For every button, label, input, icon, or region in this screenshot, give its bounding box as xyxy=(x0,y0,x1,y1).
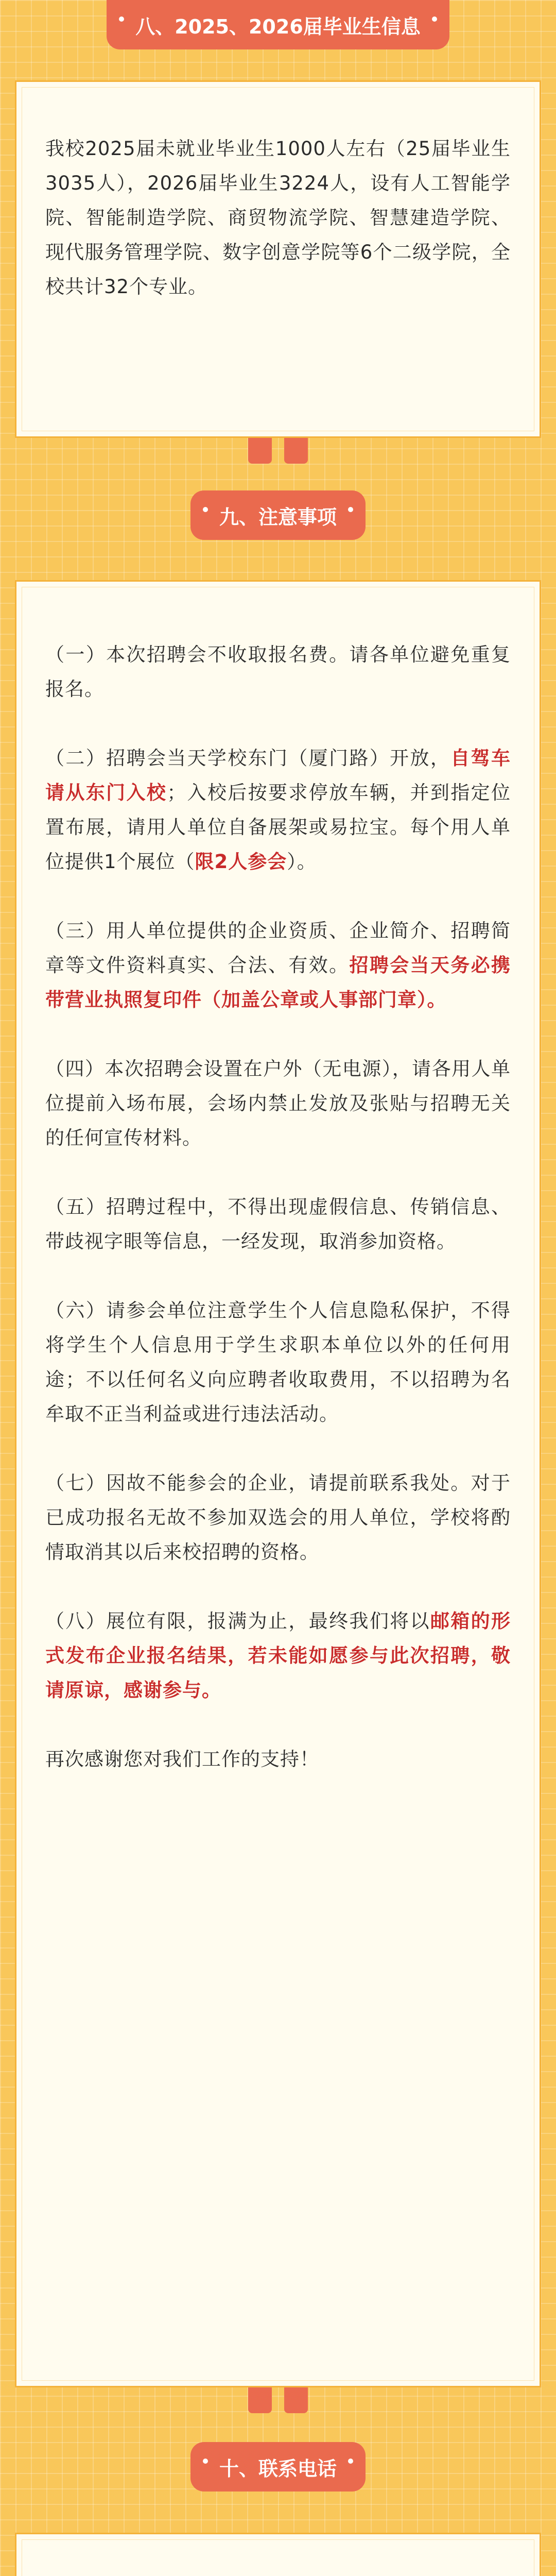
connector-tabs xyxy=(0,438,556,464)
notice-item-3: （三）用人单位提供的企业资质、企业简介、招聘简章等文件资料真实、合法、有效。招聘会当天务必携带营业执照复印件（加盖公章或人事部门章）。 xyxy=(45,920,511,1011)
notice-item-2: （二）招聘会当天学校东门（厦门路）开放，自驾车请从东门入校；入校后按要求停放车辆，并到指定位置布展，请用人单位自备展架或易拉宝。每个用人单位提供1个展位（限2人参会）。 xyxy=(45,747,511,873)
section10-title: 十、联系电话 xyxy=(190,2442,366,2492)
section8-card xyxy=(15,80,541,438)
notice-item-7: （七）因故不能参会的企业，请提前联系我处。对于已成功报名无故不参加双选会的用人单位，学校将酌情取消其以后来校招聘的资格。 xyxy=(45,1472,511,1563)
section10-card xyxy=(15,2533,541,2576)
notice-item-4: （四）本次招聘会设置在户外（无电源），请各用人单位提前入场布展，会场内禁止发放及张贴与招聘无关的任何宣传材料。 xyxy=(45,1058,511,1149)
notice-item-1: （一）本次招聘会不收取报名费。请各单位避免重复报名。 xyxy=(45,643,511,700)
section10-header xyxy=(0,2442,556,2492)
notice-item-5: （五）招聘过程中，不得出现虚假信息、传销信息、带歧视字眼等信息，一经发现，取消参加资格。 xyxy=(45,1196,511,1252)
thanks-text: 再次感谢您对我们工作的支持！ xyxy=(45,1748,319,1770)
section9-title: 九、注意事项 xyxy=(190,490,366,540)
section8-body: 我校2025届未就业毕业生1000人左右（25届毕业生3035人），2026届毕业生3224人，设有人工智能学院、智能制造学院、商贸物流学院、智慧建造学院、现代服务管理学院、数字创意学院等6个二级学院，全校共计32个专业。 xyxy=(45,138,511,298)
section9-card xyxy=(15,580,541,2387)
notice-item-6: （六）请参会单位注意学生个人信息隐私保护，不得将学生个人信息用于学生求职本单位以外的任何用途；不以任何名义向应聘者收取费用，不以招聘为名牟取不正当利益或进行违法活动。 xyxy=(45,1299,511,1425)
notice-item-8: （八）展位有限，报满为止，最终我们将以邮箱的形式发布企业报名结果，若未能如愿参与此次招聘，敬请原谅，感谢参与。 xyxy=(45,1610,511,1701)
section8-header xyxy=(0,0,556,49)
section9-header xyxy=(0,490,556,540)
section8-title: 八、2025、2026届毕业生信息 xyxy=(107,0,449,49)
connector-tabs-2 xyxy=(0,2387,556,2413)
